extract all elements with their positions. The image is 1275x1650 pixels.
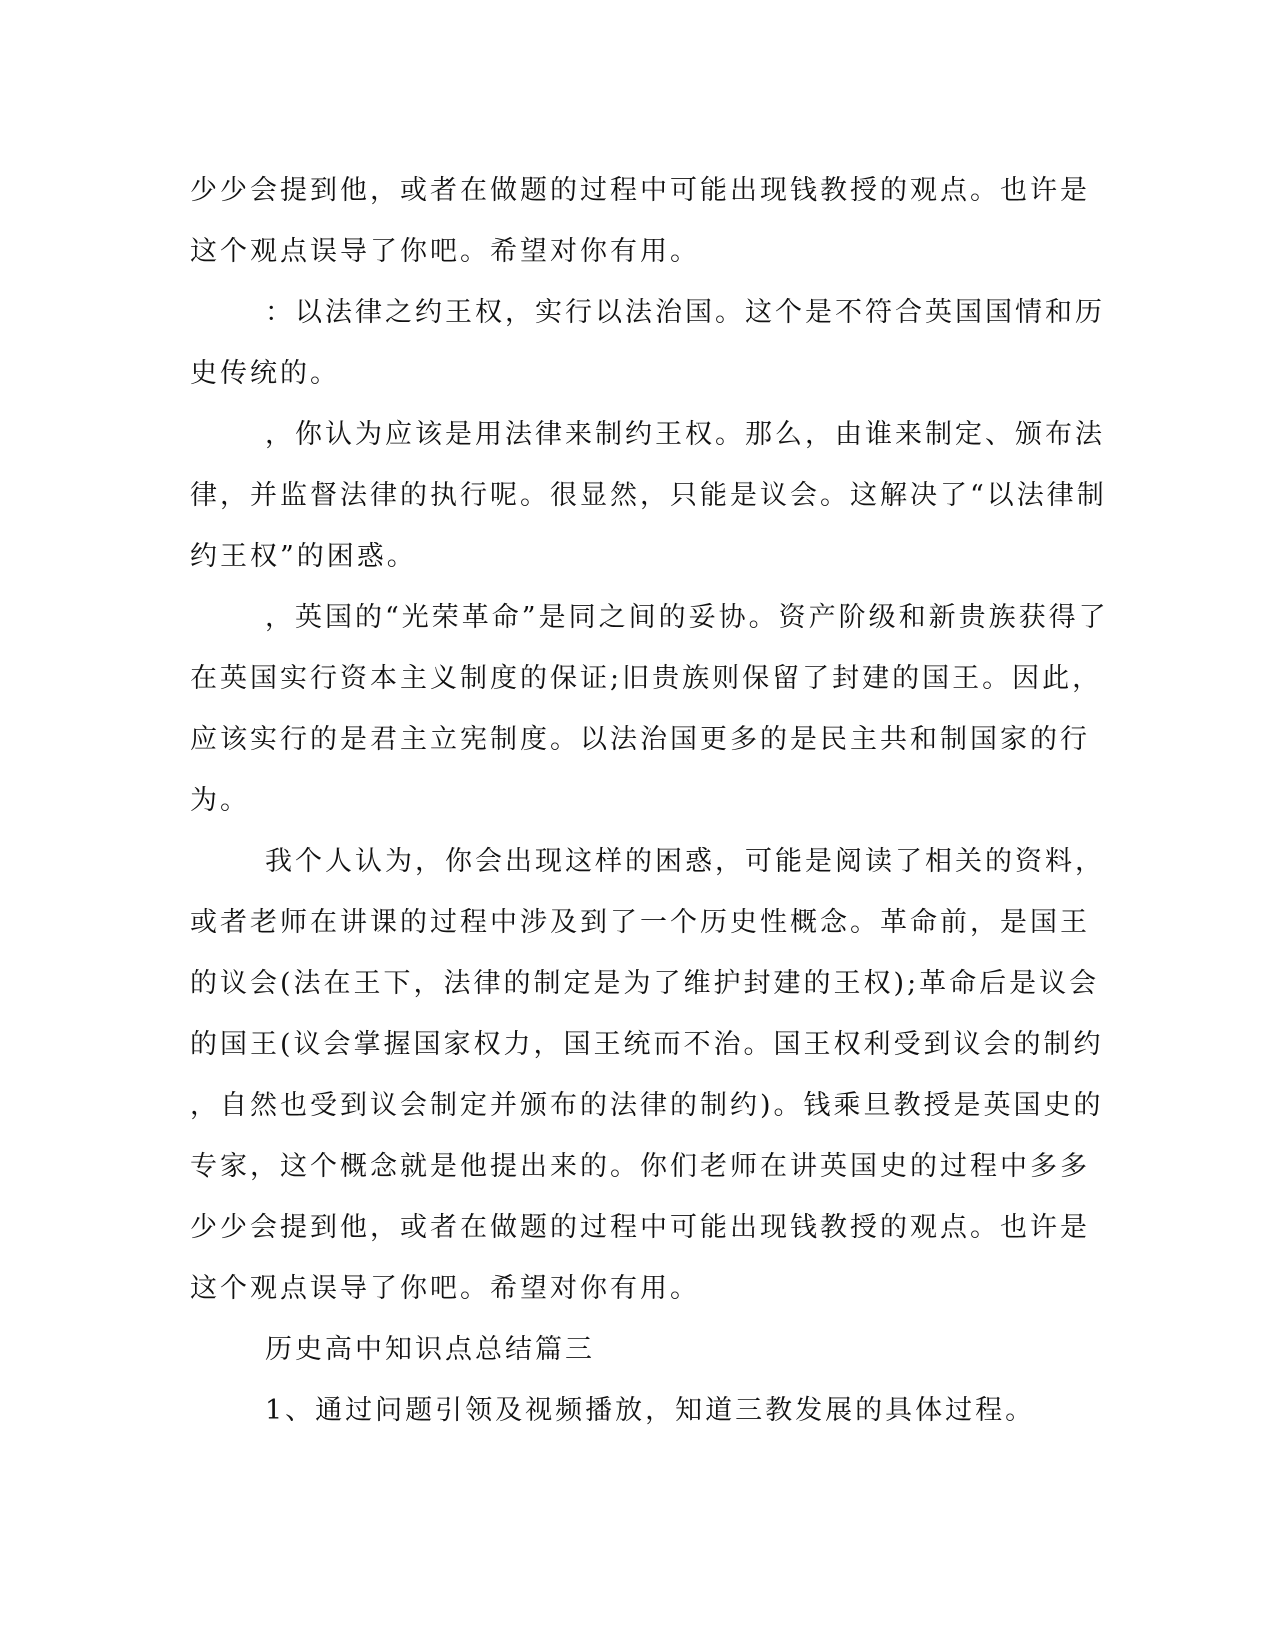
text-line: 的议会(法在王下，法律的制定是为了维护封建的王权);革命后是议会 bbox=[190, 968, 1100, 999]
paragraph-start: ，你认为应该是用法律来制约王权。那么，由谁来制定、颁布法 bbox=[265, 419, 1105, 450]
document-body bbox=[190, 160, 1109, 1441]
text-line: 应该实行的是君主立宪制度。以法治国更多的是民主共和制国家的行 bbox=[190, 724, 1090, 755]
text-line: 专家，这个概念就是他提出来的。你们老师在讲英国史的过程中多多 bbox=[190, 1151, 1090, 1182]
text-line: 少少会提到他，或者在做题的过程中可能出现钱教授的观点。也许是 bbox=[190, 175, 1090, 206]
text-line: 或者老师在讲课的过程中涉及到了一个历史性概念。革命前，是国王 bbox=[190, 907, 1090, 938]
section-heading: 历史高中知识点总结篇三 bbox=[265, 1334, 595, 1365]
text-line: 少少会提到他，或者在做题的过程中可能出现钱教授的观点。也许是 bbox=[190, 1212, 1090, 1243]
text-line: 史传统的。 bbox=[190, 358, 340, 389]
paragraph-start: ：以法律之约王权，实行以法治国。这个是不符合英国国情和历 bbox=[265, 297, 1105, 328]
text-line: 约王权”的困惑。 bbox=[190, 541, 417, 572]
text-line: 为。 bbox=[190, 785, 250, 816]
paragraph-start: 我个人认为，你会出现这样的困惑，可能是阅读了相关的资料， bbox=[265, 846, 1105, 877]
text-line: ，自然也受到议会制定并颁布的法律的制约)。钱乘旦教授是英国史的 bbox=[190, 1090, 1104, 1121]
text-line: 这个观点误导了你吧。希望对你有用。 bbox=[190, 236, 700, 267]
text-line: 这个观点误导了你吧。希望对你有用。 bbox=[190, 1273, 700, 1304]
text-line: 在英国实行资本主义制度的保证;旧贵族则保留了封建的国王。因此， bbox=[190, 663, 1103, 694]
paragraph-start: ，英国的“光荣革命”是同之间的妥协。资产阶级和新贵族获得了 bbox=[265, 602, 1109, 633]
list-item: 1、通过问题引领及视频播放，知道三教发展的具体过程。 bbox=[265, 1395, 1036, 1426]
text-line: 律，并监督法律的执行呢。很显然，只能是议会。这解决了“以法律制 bbox=[190, 480, 1107, 511]
text-line: 的国王(议会掌握国家权力，国王统而不治。国王权利受到议会的制约 bbox=[190, 1029, 1104, 1060]
